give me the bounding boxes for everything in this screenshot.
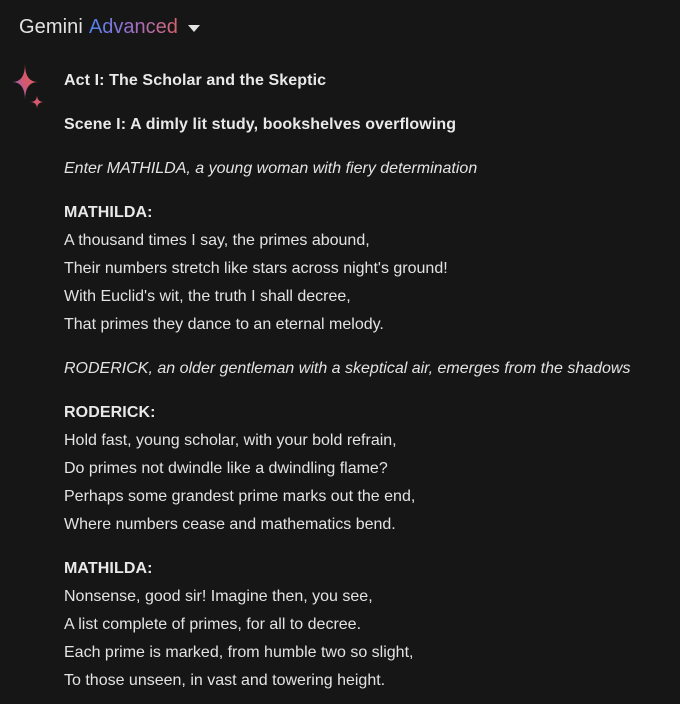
gemini-sparkle-icon: [11, 62, 45, 110]
scene-heading: [64, 111, 630, 139]
message-content: [64, 62, 630, 695]
brand-gemini: Gemini: [19, 15, 83, 38]
dialogue-line: Do primes not dwindle like a dwindling flame?: [64, 460, 388, 477]
speaker-name: MATHILDA:: [64, 560, 153, 577]
stage-direction-text: Enter MATHILDA, a young woman with fiery determination: [64, 160, 478, 177]
assistant-message: [0, 62, 680, 695]
dialogue-line: Perhaps some grandest prime marks out the end,: [64, 488, 416, 505]
chevron-down-icon: [188, 25, 200, 32]
speaker-name: MATHILDA:: [64, 204, 153, 221]
act-heading: [64, 67, 630, 95]
dialogue-line: With Euclid's wit, the truth I shall decree,: [64, 288, 351, 305]
dialogue-line: To those unseen, in vast and towering height.: [64, 672, 386, 689]
dialogue-mathilda-1: [64, 199, 630, 339]
stage-direction-text: RODERICK, an older gentleman with a skeptical air, emerges from the shadows: [64, 360, 631, 377]
dialogue-line: A thousand times I say, the primes abound,: [64, 232, 370, 249]
stage-direction-roderick: [64, 355, 630, 383]
dialogue-line: Each prime is marked, from humble two so slight,: [64, 644, 414, 661]
model-switcher[interactable]: [0, 0, 680, 40]
stage-direction-mathilda: [64, 155, 630, 183]
dialogue-line: Their numbers stretch like stars across night's ground!: [64, 260, 448, 277]
brand-advanced: Advanced: [88, 15, 178, 38]
dialogue-mathilda-2: [64, 555, 630, 695]
dialogue-line: A list complete of primes, for all to decree.: [64, 616, 362, 633]
dialogue-line: Hold fast, young scholar, with your bold refrain,: [64, 432, 397, 449]
speaker-name: RODERICK:: [64, 404, 156, 421]
dialogue-line: Nonsense, good sir! Imagine then, you see,: [64, 588, 373, 605]
heading-text: Scene I: A dimly lit study, bookshelves overflowing: [64, 116, 457, 133]
heading-text: Act I: The Scholar and the Skeptic: [64, 72, 327, 89]
dialogue-line: Where numbers cease and mathematics bend.: [64, 516, 396, 533]
dialogue-line: That primes they dance to an eternal melody.: [64, 316, 384, 333]
dialogue-roderick-1: [64, 399, 630, 539]
